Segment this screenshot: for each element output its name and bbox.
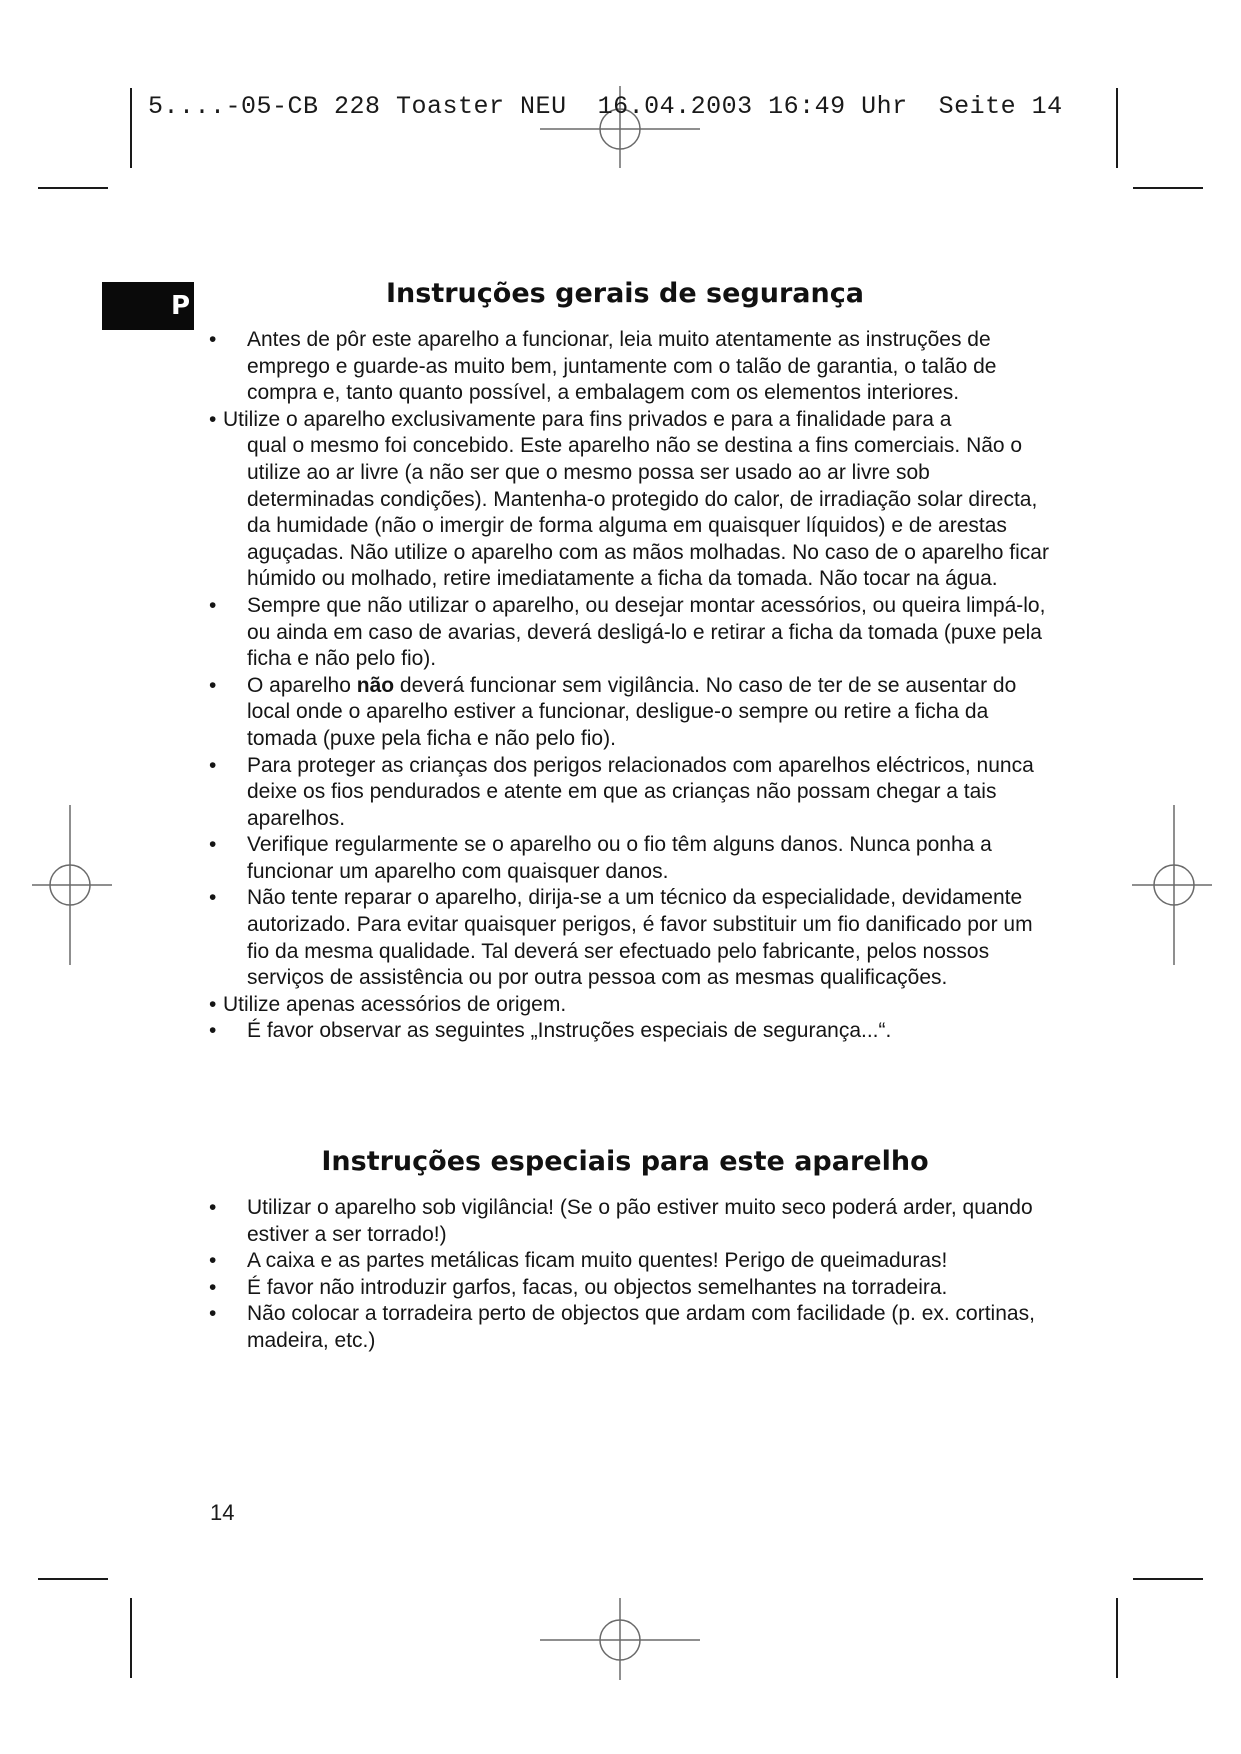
list-item-text: Utilizar o aparelho sob vigilância! (Se o pão estiver muito seco poderá arder, quando estiver a ser torrado!): [247, 1196, 1033, 1246]
general-safety-list: [205, 327, 1060, 1045]
section-title-general-safety: Instruções gerais de segurança: [386, 278, 864, 309]
list-item: [205, 992, 1060, 1019]
crop-mark-top-right-vertical: [1116, 88, 1118, 168]
registration-mark-bottom-icon: [540, 1598, 700, 1680]
list-item-text: A caixa e as partes metálicas ficam muito quentes! Perigo de queimaduras!: [247, 1249, 948, 1273]
bullet: •: [209, 886, 217, 910]
list-item: [205, 1018, 1060, 1045]
list-item: [205, 885, 1060, 991]
crop-mark-bottom-left-horizontal: [38, 1578, 108, 1580]
bullet: •: [209, 407, 217, 431]
list-item-text-pre: O aparelho: [247, 673, 357, 697]
language-tab: P: [102, 282, 194, 330]
list-item: [205, 407, 1060, 593]
bullet: •: [209, 1019, 217, 1043]
bullet: •: [209, 1275, 217, 1299]
crop-mark-bottom-right-horizontal: [1133, 1578, 1203, 1580]
bullet: •: [209, 1196, 217, 1219]
crop-mark-bottom-left-vertical: [130, 1598, 132, 1678]
list-item: [205, 1275, 1060, 1302]
list-item: [205, 673, 1060, 753]
list-item-text: Não tente reparar o aparelho, dirija-se a um técnico da especialidade, devidamente autorizado. Para evitar quaisquer perigos, é favor substituir um fio danificado por um fio da mesma qualidade. Tal deverá ser efectuado pelo fabricante, pelos nossos serviços de assistência ou por outra pessoa com as mesmas qualificações.: [247, 886, 1033, 990]
list-item: [205, 327, 1060, 407]
registration-mark-right-icon: [1132, 805, 1212, 965]
bullet: •: [209, 1249, 217, 1273]
crop-mark-bottom-right-vertical: [1116, 1598, 1118, 1678]
registration-mark-left-icon: [32, 805, 112, 965]
bullet: •: [209, 992, 217, 1016]
bullet: •: [209, 1302, 217, 1326]
list-item: [205, 1195, 1060, 1248]
list-item-text: Antes de pôr este aparelho a funcionar, leia muito atentamente as instruções de emprego e guarde-as muito bem, juntamente com o talão de garantia, o talão de compra e, tanto quanto possível, a embalagem com os elementos interiores.: [247, 328, 997, 405]
list-item-text: Utilize apenas acessórios de origem.: [223, 992, 567, 1016]
list-item-text-post: deverá funcionar sem vigilância. No caso de ter de se ausentar do local onde o aparelho estiver a funcionar, desligue-o sempre ou retire a ficha da tomada (puxe pela ficha e não pelo fio).: [247, 673, 1017, 750]
bullet: •: [209, 833, 217, 857]
list-item: [205, 753, 1060, 833]
page-number: 14: [210, 1500, 235, 1525]
special-instructions-list: [205, 1195, 1060, 1355]
print-slug-header: 5....-05-CB 228 Toaster NEU 16.04.2003 16:49 Uhr Seite 14: [148, 92, 1063, 121]
emphasis-text: não: [356, 673, 395, 697]
crop-mark-top-left-horizontal: [38, 187, 108, 189]
list-item-text-first-line: Utilize o aparelho exclusivamente para fins privados e para a finalidade para a: [223, 407, 952, 431]
list-item-text: Sempre que não utilizar o aparelho, ou desejar montar acessórios, ou queira limpá-lo, ou ainda em caso de avarias, deverá desligá-lo e retirar a ficha da tomada (puxe pela ficha e não pelo fio).: [247, 593, 1046, 671]
list-item: [205, 832, 1060, 885]
list-item: [205, 1301, 1060, 1354]
bullet: •: [209, 328, 217, 351]
bullet: •: [209, 753, 217, 777]
list-item-text: Para proteger as crianças dos perigos relacionados com aparelhos eléctricos, nunca deixe os fios pendurados e atente em que as crianças não possam chegar a tais aparelhos.: [247, 753, 1034, 830]
list-item-text: É favor não introduzir garfos, facas, ou objectos semelhantes na torradeira.: [247, 1275, 948, 1299]
list-item-text: É favor observar as seguintes „Instruções especiais de segurança...“.: [247, 1019, 892, 1043]
list-item-text: qual o mesmo foi concebido. Este aparelho não se destina a fins comerciais. Não o utilize ao ar livre (a não ser que o mesmo possa ser usado ao ar livre sob determinadas condições). Mantenha-o protegido do calor, de irradiação solar directa, da humidade (não o imergir de forma alguma em quaisquer líquidos) e de arestas aguçadas. Não utilize o aparelho com as mãos molhadas. No caso de o aparelho ficar húmido ou molhado, retire imediatamente a ficha da tomada. Não tocar na água.: [247, 434, 1049, 591]
section-title-special-instructions: Instruções especiais para este aparelho: [321, 1146, 929, 1177]
bullet: •: [209, 673, 217, 697]
bullet: •: [209, 593, 217, 617]
crop-mark-top-right-horizontal: [1133, 187, 1203, 189]
list-item: [205, 593, 1060, 673]
list-item-text: Verifique regularmente se o aparelho ou o fio têm alguns danos. Nunca ponha a funcionar um aparelho com quaisquer danos.: [247, 833, 992, 883]
crop-mark-top-left-vertical: [130, 88, 132, 168]
list-item-text: Não colocar a torradeira perto de objectos que ardam com facilidade (p. ex. cortinas, madeira, etc.): [247, 1302, 1035, 1352]
list-item: [205, 1248, 1060, 1275]
